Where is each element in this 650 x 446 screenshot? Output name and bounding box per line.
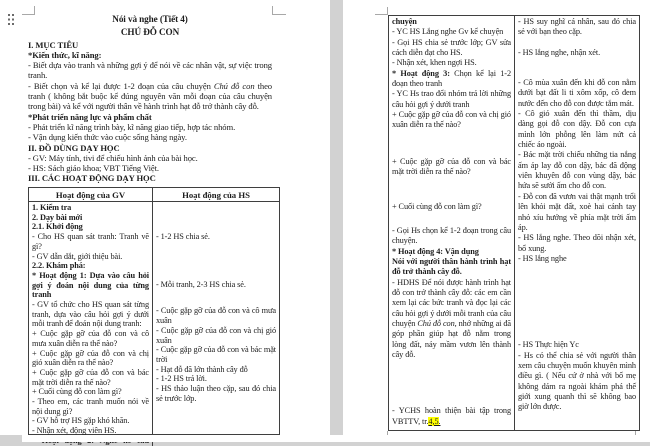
text-segment: + Cuộc gặp gỡ của đỗ con và bác mặt trời diễn ra thế nào? (392, 156, 511, 177)
text-segment: Nói với người thân hành trình hạt đỗ trở thành cây đỗ. (392, 256, 511, 277)
text-segment: CHÚ ĐỖ CON (120, 27, 180, 38)
text-segment: - GV: Máy tính, tivi để chiếu hình ảnh của bài học. (28, 152, 198, 163)
text-segment: - Phát triển kĩ năng trình bày, kĩ năng giao tiếp, hợp tác nhóm. (28, 121, 236, 132)
paragraph (156, 365, 276, 375)
text-segment: - HS lắng nghe (518, 253, 567, 263)
text-segment: - Theo em, các tranh muốn nói về nội dung gì? (32, 397, 149, 416)
text-segment: - HS Thực hiện Yc (518, 340, 579, 350)
intro-section (28, 14, 272, 184)
text-segment: - GV hỗ trợ HS gặp khó khăn. (32, 416, 130, 426)
text-segment: + Cuộc gặp gỡ của đỗ con và bác mặt trời diễn ra thế nào? (32, 367, 149, 387)
paragraph (392, 406, 511, 427)
paragraph (518, 109, 636, 150)
text-segment: I. MỤC TIÊU (28, 39, 79, 50)
paragraph (28, 132, 272, 142)
lesson-activities-table-page1 (28, 187, 280, 435)
text-segment: + Cuộc gặp gỡ của đỗ con và cô mưa xuân diễn ra thế nào? (32, 329, 149, 348)
text-segment: 1. Kiểm tra (32, 203, 72, 212)
text-segment: - Gọi Hs chọn kể 1-2 đoạn trong câu chuyện. (392, 225, 511, 246)
paragraph (518, 78, 636, 109)
text-segment: - HS lắng nghe. Theo dõi nhận xét, bổ xung. (518, 233, 636, 253)
text-segment: - HS: Sách giáo khoa; VBT Tiếng Việt. (28, 163, 159, 174)
text-segment: - Biết dựa vào tranh và những gợi ý để nói về các nhân vật, sự việc trong tranh. (28, 60, 272, 81)
text-segment: - GV tổ chức cho HS quan sát từng tranh, dựa vào câu hỏi gợi ý dưới mỗi tranh để đoán nội dung tranh: (32, 300, 149, 329)
text-segment: - Cuộc gặp gỡ của đỗ con và cô mưa xuân (156, 306, 276, 326)
text-segment: - 1-2 HS chia sẻ. (156, 232, 210, 241)
text-segment: - Biết chọn và kể lại được 1-2 đoạn của câu chuyện (28, 80, 214, 91)
text-segment: - Nhận xét, khen ngợi HS. (392, 58, 477, 68)
paragraph (28, 27, 272, 37)
text-segment: - Cho HS quan sát tranh: Tranh vẽ gì? (32, 232, 149, 251)
text-segment: , nhớ những ai đã góp phần giúp hạt đỗ nằm trong lòng đất, nảy mầm vươn lên thành cây đỗ. (392, 318, 511, 359)
paragraph (28, 14, 272, 24)
page-2[interactable] (343, 0, 650, 442)
text-segment: chuyện (392, 17, 417, 26)
text-segment: II. ĐỒ DÙNG DẠY HỌC (28, 142, 120, 153)
text-segment: 2. Dạy bài mới (32, 212, 83, 222)
paragraph (32, 368, 149, 387)
paragraph (28, 122, 272, 132)
paragraph (28, 153, 272, 163)
text-segment: Chú đỗ con (417, 318, 455, 328)
paragraph (32, 329, 149, 348)
paragraph (156, 374, 276, 384)
paragraph (392, 58, 511, 68)
text-segment: - HS suy nghĩ cá nhân, sau đó chia sẻ với bạn theo cặp. (518, 17, 636, 37)
paragraph (392, 110, 511, 131)
table-header-hs: Hoạt động của HS (153, 188, 279, 202)
paragraph (156, 232, 276, 242)
text-segment: - Cô mùa xuân đến khi đỗ con nằm dưới bạt đất li ti xôm xốp, cô đem nước đến cho đỗ con được tắm mát. (518, 78, 636, 108)
paragraph (518, 17, 636, 38)
text-segment: - Nhận xét, động viên HS. (32, 426, 117, 436)
paragraph (28, 173, 272, 183)
text-segment: Chú đỗ con (213, 80, 255, 91)
text-segment: - GV dẫn dắt, giới thiệu bài. (32, 251, 123, 261)
paragraph (32, 349, 149, 368)
paragraph (392, 89, 511, 110)
text-segment: - YC Hs trao đổi nhóm trả lời những câu hỏi gợi ý dưới tranh (392, 89, 511, 109)
paragraph (32, 397, 149, 416)
text-segment: - Gọi HS chia sẻ trước lớp; GV sửa cách diễn đạt cho HS. (392, 37, 511, 58)
text-segment: - YC HS Lắng nghe Gv kể chuyện (392, 27, 504, 37)
paragraph (156, 326, 276, 345)
paragraph (156, 345, 276, 364)
paragraph (32, 271, 149, 300)
page-1[interactable] (0, 0, 330, 435)
text-segment: 2.2. Khám phá: (32, 261, 86, 271)
paragraph (392, 157, 511, 178)
paragraph (28, 60, 272, 81)
paragraph (392, 257, 511, 278)
paragraph (32, 213, 149, 223)
paragraph (392, 247, 511, 257)
paragraph (156, 280, 276, 290)
paragraph (518, 340, 636, 350)
paragraph (156, 306, 276, 325)
table-header-gv: Hoạt động của GV (29, 188, 153, 202)
paragraph (518, 351, 636, 413)
paragraph (392, 278, 511, 361)
paragraph (32, 261, 149, 271)
text-segment: - Bác mặt trời chiếu những tia nắng ấm áp lay đỗ con dậy, bác đã động viên khuyên đỗ con vùng dậy, bác hứa sẽ sưởi ấm cho đỗ con. (518, 150, 636, 191)
paragraph (518, 233, 636, 254)
text-segment: - Hs có thể chia sẻ với người thân xem câu chuyện muốn khuyên mình điều gì. ( Nếu cứ ở nhà với bố mẹ không dám ra ngoài khám phá thế giới xung quanh thì sẽ không bao giờ lớn được. (518, 350, 636, 412)
text-segment: + Cuộc gặp gỡ của đỗ con và chị gió xuân diễn ra thế nào? (32, 348, 149, 368)
paragraph (392, 202, 511, 212)
text-segment: Nói và nghe (Tiết 4) (112, 14, 188, 24)
table-drag-handle-icon[interactable] (8, 14, 10, 16)
text-segment: - Mỗi tranh, 2-3 HS chia sẻ. (156, 279, 246, 289)
paragraph (392, 27, 511, 37)
text-segment: - Đỗ con đã vươn vai thật mạnh trổi lên khỏi mặt đất, xoè hai cánh tay nhỏ xíu hướng về phía mặt trời ấm áp. (518, 191, 636, 232)
text-segment: *Kiến thức, kĩ năng: (28, 49, 102, 60)
paragraph (392, 226, 511, 247)
paragraph (32, 222, 149, 232)
text-segment: + Cuộc gặp gỡ của đỗ con và chị gió xuân diễn ra thế nào? (392, 110, 511, 130)
gv-activities-cell-page1 (29, 202, 153, 446)
crop-mark-icon (375, 7, 388, 15)
crop-mark-icon (272, 6, 286, 15)
text-segment: - Cuộc gặp gỡ của đỗ con và bác mặt trời (156, 345, 276, 364)
text-segment: - Cô gió xuân đến thì thầm, dịu dàng gọi đỗ con dậy. Đỗ con cựa mình lớn phỗng lên làm nứt cả chiếc áo ngoài. (518, 109, 636, 150)
paragraph (518, 48, 636, 58)
paragraph (392, 38, 511, 59)
paragraph (28, 50, 272, 60)
paragraph (32, 252, 149, 262)
text-segment: * Hoạt động 4: Vận dụng (392, 246, 479, 256)
text-segment: * Hoạt động 1: Dựa vào câu hỏi gợi ý đoán nội dung của từng tranh (32, 270, 149, 300)
text-segment: - Vận dụng kiến thức vào cuộc sống hàng ngày. (28, 132, 187, 143)
text-segment: Chọn kể lại 1-2 đoạn theo tranh (392, 68, 511, 89)
paragraph (28, 143, 272, 153)
paragraph (28, 81, 272, 112)
text-segment: theo tranh ( không bắt buộc kể đúng nguyên văn mỗi đoạn của câu chuyện trong bài) và kể với người thân về hành trình hạt đỗ trở thành cây đỗ. (28, 80, 273, 112)
paragraph (392, 17, 511, 27)
paragraph (518, 254, 636, 264)
text-segment: 2.1. Khởi động (32, 222, 83, 232)
text-segment: - Cuộc gặp gỡ của đỗ con và chị gió xuân (156, 325, 276, 345)
text-segment: - YCHS hoàn thiện bài tập trong VBTTV, tr. (392, 406, 511, 426)
paragraph (28, 163, 272, 173)
paragraph (32, 203, 149, 213)
paragraph (28, 112, 272, 122)
text-segment: - 1-2 HS trả lời. (156, 374, 207, 384)
paragraph (32, 232, 149, 251)
text-segment: *Phát triển năng lực và phẩm chất (28, 111, 152, 122)
text-segment: III. CÁC HOẠT ĐỘNG DẠY HỌC (28, 173, 156, 184)
hs-activities-cell-page1 (153, 202, 279, 446)
paragraph (28, 40, 272, 50)
lesson-activities-table-page2 (388, 15, 640, 431)
text-segment: - HDHS Để nói được hành trình hạt đỗ con trở thành cây đỗ: các em cần xem lại các bức tranh và đọc lại các câu hỏi gợi ý dưới mỗi tranh của câu chuyện (392, 277, 511, 328)
text-segment: - HS lắng nghe, nhận xét. (518, 47, 601, 57)
text-segment: + Cuối cùng đỗ con làm gì? (32, 387, 122, 397)
text-segment: * Hoạt động 3: (392, 68, 455, 78)
text-segment: 4,5 (428, 416, 439, 426)
next-page-row-top (22, 435, 650, 442)
paragraph (392, 69, 511, 90)
text-segment: . (438, 416, 441, 426)
paragraph (518, 150, 636, 191)
paragraph (156, 384, 276, 403)
paragraph (32, 387, 149, 397)
hs-activities-cell-page2 (515, 16, 639, 430)
paragraph (32, 300, 149, 329)
text-segment: - Hạt đỗ đã lớn thành cây đỗ (156, 364, 248, 374)
paragraph (518, 192, 636, 233)
paragraph (32, 416, 149, 426)
text-segment: + Cuối cùng đỗ con làm gì? (392, 202, 482, 212)
text-segment: - HS thảo luận theo cặp, sau đó chia sẻ trước lớp. (156, 384, 276, 403)
gv-activities-cell-page2 (389, 16, 515, 430)
